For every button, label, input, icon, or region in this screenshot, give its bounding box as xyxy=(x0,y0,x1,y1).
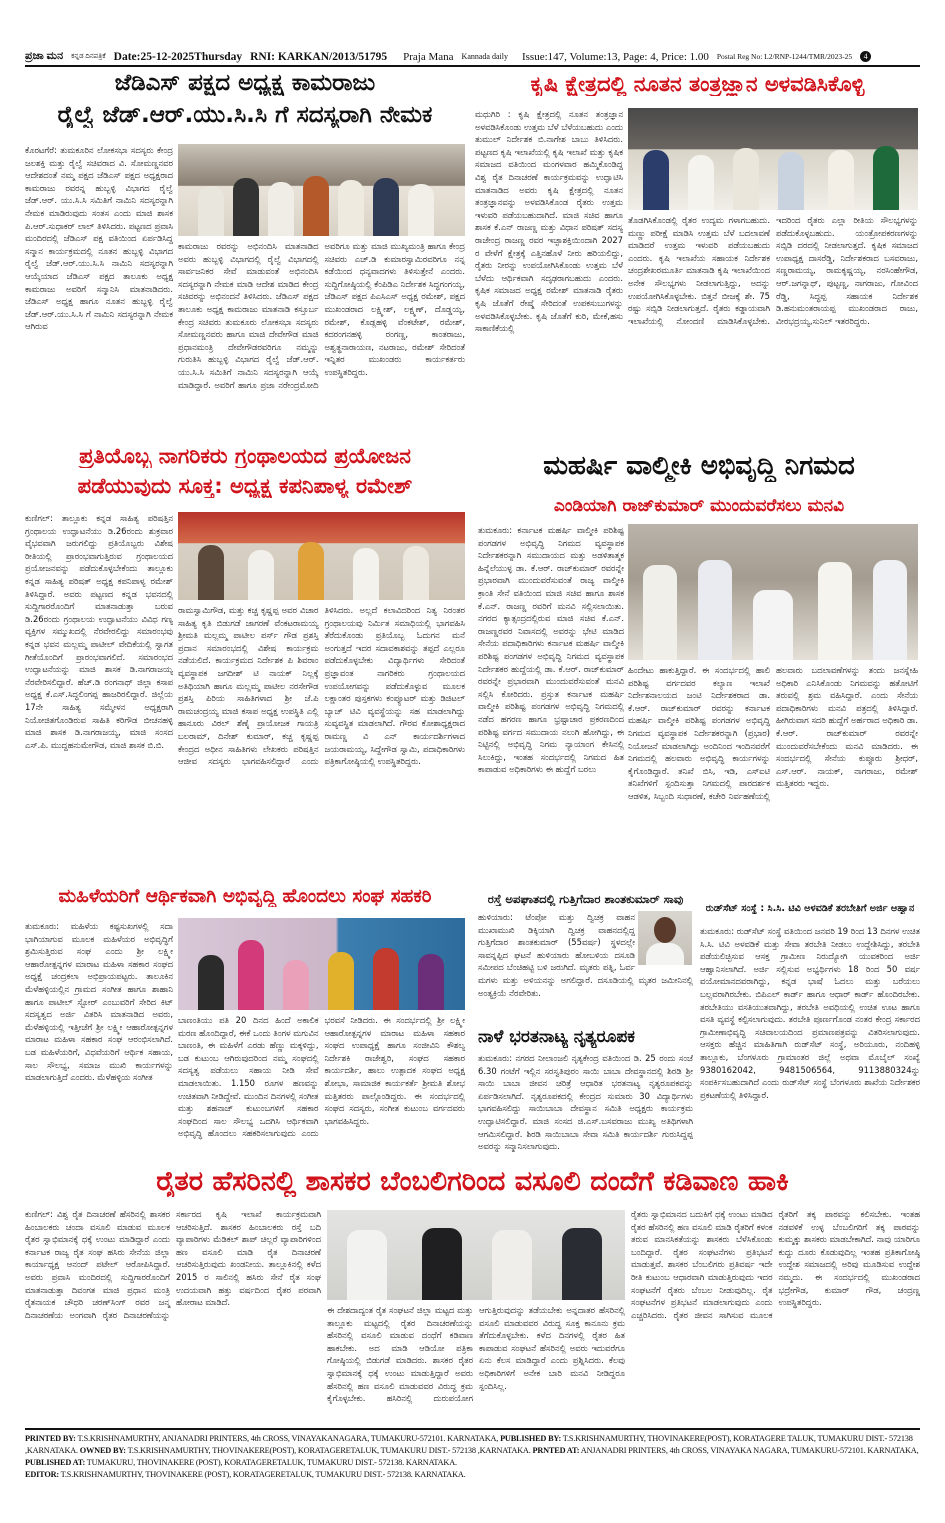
imprint-lines xyxy=(25,1433,920,1481)
imprint-text: T.S.KRISHNAMURTHY, THOVINAKERE(POST), KORATAGERE TALUK, TUMAKURU DIST.- 572138 ,KARNATAKA. xyxy=(25,1434,913,1455)
imprint-label: PUBLISHED AT: xyxy=(25,1458,86,1467)
article-body-side: ಕುಣಿಗಲ್: ತಾಲ್ಲೂಕು ಕನ್ನಡ ಸಾಹಿತ್ಯ ಪರಿಷತ್ತಿನ ಗ್ರಂಥಾಲಯ ಉದ್ಘಾಟನೆಯು ಡಿ.26ರಂದು ಶುಕ್ರವಾರ ವೈಭವವಾಗಿ ಜರುಗಲಿದ್ದು ಪ್ರತಿಯೊಬ್ಬರು ವಿಶೇಷ ರೀತಿಯಲ್ಲಿ ಪ್ರಾರಂಭವಾಗುತ್ತಿರುವ ಗ್ರಂಥಾಲಯದ ಪ್ರಯೋಜನವನ್ನು ಪಡೆದುಕೊಳ್ಳಬೇಕೆಂದು ತಾಲ್ಲೂಕು ಕನ್ನಡ ಸಾಹಿತ್ಯ ಪರಿಷತ್ ಅಧ್ಯಕ್ಷ ಕಪನಿಪಾಳ್ಯ ರಮೇಶ್ ತಿಳಿಸಿದ್ದಾರೆ. ಅವರು ಪಟ್ಟಣದ ಕನ್ನಡ ಭವನದಲ್ಲಿ ಸುದ್ದಿಗಾರರೊಂದಿಗೆ ಮಾತನಾಡುತ್ತಾ ಬರುವ ಡಿ.26ರಂದು ಗ್ರಂಥಾಲಯ ಉದ್ಘಾಟನೆಯು ವಿವಿಧ ಗಣ್ಯ ವ್ಯಕ್ತಿಗಳ ಸಮ್ಮುಖದಲ್ಲಿ ನೆರವೇರಲಿದ್ದು ಸಮಾರಂಭವು ಕನ್ನಡ ಭವನ ಮಲ್ಲಮ್ಮ ಪಾಟೀಲ್ ವೇದಿಕೆಯಲ್ಲಿ ಸ್ವಾಗತ ಗೀತೆಯೊಂದಿಗೆ ಪ್ರಾರಂಭವಾಗಲಿದೆ. ಸಮಾರಂಭದ ಉದ್ಘಾಟನೆಯನ್ನು ಮಾಜಿ ಶಾಸಕ ಡಿ.ನಾಗರಾಜಯ್ಯ ನೆರವೇರಿಸಲಿದ್ದಾರೆ. ಹೆಚ್.ಡಿ ರಂಗನಾಥ್ ಜಿಲ್ಲಾ ಕಸಾಪ ಅಧ್ಯಕ್ಷ ಕೆ.ಎಸ್.ಸಿದ್ಧಲಿಂಗಪ್ಪ ಹಾಜರಿರಲಿದ್ದಾರೆ. ಜಿಲ್ಲೆಯ 17ನೇ ಸಾಹಿತ್ಯ ಸಮ್ಮೇಳನ ಅಧ್ಯಕ್ಷರಾಗಿ ನಿಯೋಜಿತಗೊಂಡಿರುವ ಸಾಹಿತಿ ಕರಿಗೌಡ ಬೀಚನಹಳ್ಳಿ ಮಾಜಿ ಶಾಸಕ ಡಿ.ನಾಗರಾಜಯ್ಯ, ಮಾಜಿ ಸಂಸದ ಎಸ್.ಪಿ. ಮುದ್ದಹನುಮೇಗೌಡ, ಮಾಜಿ ಶಾಸಕ ಬಿ.ಬಿ. xyxy=(25,513,173,750)
article-accident xyxy=(478,893,693,1023)
article-body-side: ತುಮಕೂರು: ಕರ್ನಾಟಕ ಮಹರ್ಷಿ ವಾಲ್ಮೀಕಿ ಪರಿಶಿಷ್ಟ ಪಂಗಡಗಳ ಅಭಿವೃದ್ಧಿ ನಿಗಮದ ವ್ಯವಸ್ಥಾಪಕ ನಿರ್ದೇಶಕರನ್ನಾಗಿ ಸಮುದಾಯದ ಮತ್ತು ಅಡಳಿತಾತ್ಮಕ ಹಿನ್ನೆಲೆಯುಳ್ಳ ಡಾ. ಕೆ.ಆರ್. ರಾಜ್‌ಕುಮಾರ್ ರವರನ್ನೇ ಪ್ರಭಾರವಾಗಿ ಮುಂದುವರೆಸುವಂತೆ ರಾಜ್ಯ ವಾಲ್ಮೀಕಿ ಕ್ರಾಂತಿ ಸೇನೆ ವತಿಯಿಂದ ಮಾಜಿ ಸಚಿವ ಹಾಗೂ ಶಾಸಕ ಕೆ.ಎನ್. ರಾಜಣ್ಣ ರವರಿಗೆ ಮನವಿ ಸಲ್ಲಿಸಲಾಯಿತು. ನಗರದ ಕ್ಯಾತ್ಸಂದ್ರದಲ್ಲಿರುವ ಮಾಜಿ ಸಚಿವ ಕೆ.ಎನ್. ರಾಜಣ್ಣರವರ ನಿವಾಸದಲ್ಲಿ ಅವರನ್ನು ಭೇಟಿ ಮಾಡಿದ ಸೇನೆಯ ಪದಾಧಿಕಾರಿಗಳು ಕರ್ನಾಟಕ ಮಹರ್ಷಿ ವಾಲ್ಮೀಕಿ ಪರಿಶಿಷ್ಟ ಪಂಗಡಗಳ ಅಭಿವೃದ್ಧಿ ನಿಗಮದ ವ್ಯವಸ್ಥಾಪಕ ನಿರ್ದೇಶಕರ ಹುದ್ದೆಯಲ್ಲಿ ಡಾ. ಕೆ.ಆರ್. ರಾಜ್‌ಕುಮಾರ್ ರವರನ್ನೇ ಪ್ರಭಾರವಾಗಿ ಮುಂದುವರೆಸುವಂತೆ ಮನವಿ ಸಲ್ಲಿಸಿ ಕೋರಿದರು. ಪ್ರಸ್ತುತ ಕರ್ನಾಟಕ ಮಹರ್ಷಿ ವಾಲ್ಮೀಕಿ ಪರಿಶಿಷ್ಟ ಪಂಗಡಗಳ ಅಭಿವೃದ್ಧಿ ನಿಗಮದಲ್ಲಿ ನಡೆದ ಹಗರಣ ಹಾಗೂ ಭ್ರಷ್ಟಾಚಾರ ಪ್ರಕರಣದಿಂದ ಪರಿಶಿಷ್ಟ ವರ್ಗದ ಸಮುದಾಯ ನಲುಗಿ ಹೋಗಿದ್ದು, ಈ ನಿಟ್ಟಿನಲ್ಲಿ ಅಭಿವೃದ್ಧಿ ನಿಗಮ ನ್ಯಾಯಾಂಗ ಕೇಸಿನಲ್ಲಿ ಸಿಲುಕಿದ್ದು, ಇಂತಹ ಸಂದರ್ಭದಲ್ಲಿ ನಿಗಮದ ಹಿತ ಕಾಪಾಡುವ ಅಧಿಕಾರಿಗಳು ಈ ಹುದ್ದೆಗೆ ಬರಲು xyxy=(478,525,624,775)
tagline: ಕನ್ನಡ ದಿನಪತ್ರಿಕೆ xyxy=(71,52,106,60)
paper-subtitle: Kannada daily xyxy=(461,52,508,61)
issue-date: Date:25-12-2025Thursday xyxy=(113,50,243,63)
photo-jds-felicitation xyxy=(178,144,465,236)
imprint-text: ANJANADRI PRINTERS, 4th CROSS, VINAYAKA NAGARA, TUMAKURU-572101. KARNATAKA, xyxy=(579,1446,919,1455)
imprint-footer xyxy=(25,1428,920,1481)
page-number-badge: 4 xyxy=(860,51,871,62)
headline-line-2: ಪಡೆಯುವುದು ಸೂಕ್ತ: ಅಧ್ಯಕ್ಷ ಕಪನಿಪಾಳ್ಯ ರಮೇಶ್ xyxy=(77,474,413,498)
headline-line-2: ರೈಲ್ವೆ ಜೆಡ್.ಆರ್.ಯು.ಸಿ.ಸಿ ಗೆ ಸದಸ್ಯರಾಗಿ ನೇಮಕ xyxy=(57,102,433,128)
article-jds xyxy=(25,68,465,440)
subheadline: ಎಂಡಿಯಾಗಿ ರಾಜ್‌ಕುಮಾರ್ ಮುಂದುವರೆಸಲು ಮನವಿ xyxy=(553,497,845,516)
headline-line-1: ಜೆಡಿಎಸ್ ಪಕ್ಷದ ಅಧ್ಯಕ್ಷ ಕಾಮರಾಜು xyxy=(114,70,376,96)
newspaper-logo: ಪ್ರಜಾ ಮನ xyxy=(25,50,64,62)
article-rudset xyxy=(700,903,920,1162)
imprint-text: T.S.KRISHNAMURTHY, THOVINAKERE(POST), KORATAGERETALUK, TUMAKURU DIST.- 572138 ,KARNATAKA. xyxy=(125,1446,533,1455)
imprint-line xyxy=(25,1469,920,1481)
headline: ರಸ್ತೆ ಅಪಘಾತದಲ್ಲಿ ಗುತ್ತಿಗೆದಾರ ಶಾಂತಕುಮಾರ್ ಸಾವು xyxy=(487,893,684,906)
photo-memorandum xyxy=(628,524,918,660)
headline-line-1: ಪ್ರತಿಯೊಬ್ಬ ನಾಗರಿಕರು ಗ್ರಂಥಾಲಯದ ಪ್ರಯೋಜನ xyxy=(79,444,411,468)
headline: ಕೃಷಿ ಕ್ಷೇತ್ರದಲ್ಲಿ ನೂತನ ತಂತ್ರಜ್ಞಾನ ಅಳವಡಿಸಿಕೊಳ್ಳಿ xyxy=(530,72,865,96)
article-body-side: ತುಮಕೂರು: ಮಹಿಳೆಯ ಕಷ್ಟಸುಖಗಳಲ್ಲಿ ಸದಾ ಭಾಗಿಯಾಗುವ ಮೂಲಕ ಮಹಿಳೆಯರ ಅಭಿವೃದ್ಧಿಗೆ ಶ್ರಮಿಸುತ್ತಿರುವ ಸಂಘ ಎಂದು ಶ್ರೀ ಲಕ್ಷ್ಮೀ ಆಹಾರೋತ್ಪನ್ನಗಳ ಮಾರಾಟ ಮಹಿಳಾ ಸಹಕಾರ ಸಂಘದ ಅಧ್ಯಕ್ಷೆ ಚಂದ್ರಕಲಾ ಅಭಿಪ್ರಾಯಪಟ್ಟರು. ತಾಲೂಕಿನ ಮೆಳೆಹಳ್ಳಿಯಲ್ಲಿನ ಗ್ರಾಮದ ಸಂಗೀತ ಹಾಗೂ ಶಾಹಾನಿ ಹಾಗೂ ಪಾಟೀಲ್ ಸ್ಟೋರ್ ಎಂಬುವರಿಗೆ ಸೇರಿದ ಕಿಟ್ ಸದಸ್ಯತ್ವದ ಅರ್ಜಿ ವಿತರಿಸಿ ಮಾತನಾಡಿದ ಅವರು, ಮೆಳೆಹಳ್ಳಿಯಲ್ಲಿ ಇತ್ತೀಚೆಗೆ ಶ್ರೀ ಲಕ್ಷ್ಮೀ ಆಹಾರೋತ್ಪನ್ನಗಳ ಮಾರಾಟ ಮಹಿಳಾ ಸಹಕಾರ ಸಂಘ ಆರಂಭಿಸಲಾಗಿದೆ. ಬಡ ಮಹಿಳೆಯರಿಗೆ, ವಿಧವೆಯರಿಗೆ ಆರ್ಥಿಕ ಸಹಾಯ, ಸಾಲ ಸೌಲಭ್ಯ, ಸಮಾಜ ಮುಖಿ ಕಾರ್ಯಗಳನ್ನು ಮಾಡಲಾಗುತ್ತಿದೆ ಎಂದರು. ಮೆಳೆಹಳ್ಳಿಯ ಸಂಗೀತ xyxy=(25,921,173,1083)
headline: ಮಹಿಳೆಯರಿಗೆ ಆರ್ಥಿಕವಾಗಿ ಅಭಿವೃದ್ಧಿ ಹೊಂದಲು ಸಂಘ ಸಹಕರಿ xyxy=(58,886,432,907)
headline: ನಾಳೆ ಭರತನಾಟ್ಯ ನೃತ್ಯರೂಪಕ xyxy=(478,1028,635,1047)
imprint-text: T.S.KRISHNAMURTHY, ANJANADRI PRINTERS, 4th CROSS, VINAYAKANAGARA, TUMAKURU-572101. KARNATAKA, xyxy=(75,1434,501,1443)
article-body-columns: ಬಾಣಂತಿಯು ಪತಿ 20 ದಿನದ ಹಿಂದೆ ಅಕಾಲಿಕ ಮರಣ ಹೊಂದಿದ್ದಾರೆ, ಈಕೆ ಒಂದು ತಿಂಗಳ ಮಗುವಿನ ಬಾಣಂತಿ, ಈ ಮಹಿಳೆಗೆ ಎರಡು ಹೆಣ್ಣು ಮಕ್ಕಳಿದ್ದು, ಬಡ ಕುಟುಂಬ ಆಗಿರುವುದರಿಂದ ನಮ್ಮ ಸಂಘದಲ್ಲಿ ಸದಸ್ಯತ್ವ ಪಡೆಯಲು ಸಹಾಯ ನೀಡಿ ಸೇವೆ ಮಾಡಲಾಯಿತು. 1.150 ರೂಗಳ ಹಣವನ್ನು ಉಚಿತವಾಗಿ ನೀಡಿದ್ದೇವೆ. ಮುಂದಿನ ದಿನಗಳಲ್ಲಿ ಸಂಗೀತ ಮತ್ತು ಶಹನಾಜ್ ಕುಟುಂಬಗಳಿಗೆ ಸಹಕಾರ ಸಂಘದಿಂದ ಸಾಲ ಸೌಲಭ್ಯ ಒದಗಿಸಿ ಆರ್ಥಿಕವಾಗಿ ಅಭಿವೃದ್ಧಿ ಹೊಂದಲು ಸಹಕರಿಸಲಾಗುವುದು ಎಂದು ಭರವಸೆ ನೀಡಿದರು. ಈ ಸಂದರ್ಭದಲ್ಲಿ ಶ್ರೀ ಲಕ್ಷ್ಮೀ ಆಹಾರೋತ್ಪನ್ನಗಳ ಮಾರಾಟ ಮಹಿಳಾ ಸಹಕಾರ ಸಂಘದ ಉಪಾಧ್ಯಕ್ಷೆ ಹಾಗೂ ಸಂಜೀವಿನಿ ಕೌಶಲ್ಯ ನಿರ್ದೇಶಕಿ ರಾಜೇಶ್ವರಿ, ಸಂಘದ ಸಹಕಾರ ಕಾರ್ಯದರ್ಶಿ, ಹಾಲು ಉತ್ಪಾದಕ ಸಂಘದ ಅಧ್ಯಕ್ಷ ಶೋಭಾ, ಸಾಮಾಜಿಕ ಕಾರ್ಯಕರ್ತೆ ಶ್ರೀಮತಿ ಶೋಭ ಮತ್ತಿತರರು ಪಾಲ್ಗೊಂಡಿದ್ದರು. ಈ ಸಂದರ್ಭದಲ್ಲಿ ಸಂಘದ ಸದಸ್ಯರು, ಸಂಗೀತ ಕುಟುಂಬ ವರ್ಗದವರು ಭಾಗವಹಿಸಿದ್ದರು. xyxy=(178,1015,465,1139)
photo-press-meet xyxy=(178,512,465,600)
article-body xyxy=(478,911,693,1023)
article-bharatanatya xyxy=(478,1028,693,1162)
article-body-columns: ಹಿಂದೇಟು ಹಾಕುತ್ತಿದ್ದಾರೆ. ಈ ಸಂದರ್ಭದಲ್ಲಿ ಹಾಲಿ ಪರಿಶಿಷ್ಟ ವರ್ಗದವರ ಕಲ್ಯಾಣ ಇಲಾಖೆ ನಿರ್ದೇಶನಾಲಯದ ಜಂಟಿ ನಿರ್ದೇಶಕರಾದ ಡಾ. ಕೆ.ಆರ್. ರಾಜ್‌ಕುಮಾರ್ ರವರನ್ನು ಕರ್ನಾಟಕ ಮಹರ್ಷಿ ವಾಲ್ಮೀಕಿ ಪರಿಶಿಷ್ಟ ಪಂಗಡಗಳ ಅಭಿವೃದ್ಧಿ ನಿಗಮದ ವ್ಯವಸ್ಥಾಪಕ ನಿರ್ದೇಶಕರನ್ನಾಗಿ (ಪ್ರಭಾರ) ನಿಯೋಜನೆ ಮಾಡಲಾಗಿದ್ದು ಅಂದಿನಿಂದ ಇಂದಿನವರೆಗೆ ನಿಗಮದಲ್ಲಿ ಹಲವಾರು ಅಭಿವೃದ್ಧಿ ಕಾರ್ಯಗಳನ್ನು ಕೈಗೊಂಡಿದ್ದಾರೆ. ತನಿಖೆ ಬಿಸಿ, ಇಡಿ, ಎಸ್‌ಐಟಿ ತನಿಖೆಗಳಿಗೆ ಸ್ಪಂದಿಸುತ್ತಾ ನಿಗಮದಲ್ಲಿ ಪಾರದರ್ಶಕ ಆಡಳಿತ, ಸಿಬ್ಬಂದಿ ಸುಧಾರಣೆ, ಕಚೇರಿ ನಿರ್ವಹಣೆಯಲ್ಲಿ ಹಲವಾರು ಬದಲಾವಣೆಗಳನ್ನು ತಂದು ಜನಸ್ನೇಹಿ ಅಧಿಕಾರಿ ಎನಿಸಿಕೊಂಡು ನಿಗಮವನ್ನು ಹತೋಟಿಗೆ ತರುವಲ್ಲಿ ಶ್ರಮ ವಹಿಸಿದ್ದಾರೆ. ಎಂದು ಸೇನೆಯ ಪದಾಧಿಕಾರಿಗಳು ಮನವಿ ಪತ್ರದಲ್ಲಿ ತಿಳಿಸಿದ್ದಾರೆ. ಹೀಗಿರುವಾಗ ಸದರಿ ಹುದ್ದೆಗೆ ಅರ್ಹರಾದ ಅಧಿಕಾರಿ ಡಾ. ಕೆ.ಆರ್. ರಾಜ್‌ಕುಮಾರ್ ರವರನ್ನೇ ಮುಂದುವರೆಸಬೇಕೆಂದು ಮನವಿ ಮಾಡಿದರು. ಈ ಸಂದರ್ಭದಲ್ಲಿ ಸೇನೆಯ ಕುಪ್ಪೂರು ಶ್ರೀಧರ್, ಎಸ್.ಆರ್. ನಾಯಕ್, ನಾಗರಾಜು, ರಮೇಶ್ ಮತ್ತಿತರರು ಇದ್ದರು. xyxy=(628,665,918,801)
imprint-label: PRINTED BY: xyxy=(25,1434,76,1443)
imprint-label: PRNTED AT: xyxy=(532,1446,580,1455)
paper-name: Praja Mana xyxy=(403,50,454,63)
postal-reg: Postal Reg No: L2/RNP-1244/TMR/2023-25 xyxy=(716,52,853,61)
article-body: ತುಮಕೂರು: ರುಡ್‌ಸೆಟ್ ಸಂಸ್ಥೆ ವತಿಯಿಂದ ಜನವರಿ 19 ರಿಂದ 13 ದಿನಗಳ ಉಚಿತ ಸಿ.ಸಿ. ಟಿವಿ ಅಳವಡಿಕೆ ಮತ್ತು ಸೇವಾ ತರಬೇತಿ ನೀಡಲು ಉದ್ದೇಶಿಸಿದ್ದು, ತರಬೇತಿ ಪಡೆಯಲಿಚ್ಛಿಸುವ ಆಸಕ್ತ ಗ್ರಾಮೀಣ ನಿರುದ್ಯೋಗಿ ಯುವಕರಿಂದ ಅರ್ಜಿ ಆಹ್ವಾನಿಸಲಾಗಿದೆ. ಅರ್ಜಿ ಸಲ್ಲಿಸುವ ಅಭ್ಯರ್ಥಿಗಳು 18 ರಿಂದ 50 ವರ್ಷ ವಯೋಮಾನದವರಾಗಿದ್ದು, ಕನ್ನಡ ಭಾಷೆ ಓದಲು ಮತ್ತು ಬರೆಯಲು ಬಲ್ಲವರಾಗಿರಬೇಕು. ಬಿಪಿಎಲ್ ಕಾರ್ಡ್ ಹಾಗೂ ಆಧಾರ್ ಕಾರ್ಡ್ ಹೊಂದಿರಬೇಕು. ತರಬೇತಿಯು ವಸತಿಯುತವಾಗಿದ್ದು, ತರಬೇತಿ ಅವಧಿಯಲ್ಲಿ ಉಚಿತ ಊಟ ಹಾಗೂ ವಸತಿ ವ್ಯವಸ್ಥೆ ಕಲ್ಪಿಸಲಾಗುವುದು. ತರಬೇತಿ ಪೂರ್ಣಗೊಂಡ ನಂತರ ಕೇಂದ್ರ ಸರ್ಕಾರದ ಗ್ರಾಮೀಣಾಭಿವೃದ್ಧಿ ಸಚಿವಾಲಯದಿಂದ ಪ್ರಮಾಣಪತ್ರವನ್ನು ವಿತರಿಸಲಾಗುವುದು. ಆಸಕ್ತರು ಹೆಚ್ಚಿನ ಮಾಹಿತಿಗಾಗಿ ರುಡ್‌ಸೆಟ್ ಸಂಸ್ಥೆ, ಅರಿಯೂರು, ನಂದಿಹಳ್ಳಿ ತಾಲ್ಲೂಕು, ಬೆಂಗಳೂರು ಗ್ರಾಮಾಂತರ ಜಿಲ್ಲೆ ಅಥವಾ ಮೊಬೈಲ್ ಸಂಖ್ಯೆ 9380162042, 9481506564, 9113880324ನ್ನು ಸಂಪರ್ಕಿಸಬಹುದಾಗಿದೆ ಎಂದು ರುಡ್‌ಸೆಟ್ ಸಂಸ್ಥೆ ಬೆಂಗಳೂರು ಶಾಖೆಯ ನಿರ್ದೇಶಕರ ಪ್ರಕಟಣೆಯಲ್ಲಿ ತಿಳಿಸಿದ್ದಾರೆ. xyxy=(700,926,920,1100)
article-body-mid: ಈ ದೇಶದಾದ್ಯಂತ ರೈತ ಸಂಘಟನೆ ಜಿಲ್ಲಾ ಮಟ್ಟದ ಮತ್ತು ತಾಲ್ಲೂಕು ಮಟ್ಟದಲ್ಲಿ ರೈತರ ದಿನಾಚರಣೆಯನ್ನು ಹೆಸರಿನಲ್ಲಿ ವಸೂಲಿ ಮಾಡುವ ದಂಧೆಗೆ ಕಡಿವಾಣ ಹಾಕಬೇಕು. ಅದ ಮಾಡಿ ಆಡಿಯೋ ಪತ್ರಿಕಾ ಗೋಷ್ಠಿಯಲ್ಲಿ ಬಿಡುಗಡೆ ಮಾಡಿದರು. ಶಾಸಕರ ರೈತರ ಸ್ವಾಭಿಮಾನಕ್ಕೆ ಧಕ್ಕೆ ಉಂಟು ಮಾಡುತ್ತಿದ್ದಾರೆ ಅವರು ಹೆಸರಿನಲ್ಲಿ ಹಣ ವಸೂಲಿ ಮಾಡುವವರ ವಿರುದ್ಧ ಕ್ರಮ ಕೈಗೊಳ್ಳಬೇಕು. ಹಸಿರಿನಲ್ಲಿ ದುರುಪಯೋಗ ಆಗುತ್ತಿರುವುದನ್ನು ತಡೆಯಬೇಕು ಅನ್ನದಾತರ ಹೆಸರಿನಲ್ಲಿ ವಸೂಲಿ ಮಾಡುವವರ ವಿರುದ್ಧ ಸೂಕ್ತ ಕಾನೂನು ಕ್ರಮ ತೆಗೆದುಕೊಳ್ಳಬೇಕು. ಕಳೆದ ದಿನಗಳಲ್ಲಿ ರೈತರ ಹಿತ ಕಾಪಾಡುವ ಸಂಘಟನೆ ಹೆಸರಿನಲ್ಲಿ ಅವರು ಇದುವರೆಗೂ ಏನು ಕೆಲಸ ಮಾಡಿದ್ದಾರೆ ಎಂದು ಪ್ರಶ್ನಿಸಿದರು. ಕೆಲವು ಅಧಿಕಾರಿಗಳಿಗೆ ಅನೇಕ ಬಾರಿ ಮನವಿ ನೀಡಿದ್ದರೂ ಸ್ಪಂದಿಸಿಲ್ಲ. xyxy=(327,1305,625,1404)
imprint-line xyxy=(25,1433,920,1469)
imprint-label: EDITOR: xyxy=(25,1470,59,1479)
article-body-text: ಹುಳಿಯಾರು: ಟೆಂಪೋ ಮತ್ತು ದ್ವಿಚಕ್ರ ವಾಹನ ಮುಖಾಮುಖಿ ಡಿಕ್ಕಿಯಾಗಿ ದ್ವಿಚಕ್ರ ವಾಹನದಲ್ಲಿದ್ದ ಗುತ್ತಿಗೆದಾರ ಶಾಂತಕುಮಾರ್ (55ವರ್ಷ) ಸ್ಥಳದಲ್ಲೇ ಸಾವನ್ನಪ್ಪಿದ ಘಟನೆ ಹುಳಿಯಾರು ಹೋಬಳಿಯ ದಸೂಡಿ ಸಮೀಪದ ಬೆಂಚಿಹಟ್ಟಿ ಬಳಿ ಜರುಗಿದೆ. ಮೃತರು ಪತ್ನಿ, ಓರ್ವ ಮಗಳು ಮತ್ತು ಅಳಿಯನನ್ನು ಅಗಲಿದ್ದಾರೆ. ದಸೂಡಿಯಲ್ಲಿ ಮೃತರ ಜಮೀನಿನಲ್ಲಿ ಅಂತ್ಯಕ್ರಿಯೆ ನೆರವೇರಿತು. xyxy=(478,912,693,998)
article-mahila xyxy=(25,886,465,1162)
article-body-right: ರೈತರು ಸ್ವಾಭಿಮಾನದ ಬದುಕಿಗೆ ಧಕ್ಕೆ ಉಂಟು ಮಾಡಿದ ರೈತರ ಹೆಸರಿನಲ್ಲಿ ಹಣ ವಸೂಲಿ ಮಾಡಿ ರೈತರಿಗೆ ಕಳಂಕ ತರುವ ಮಾನಸಿಕತೆಯನ್ನು ಶಾಸಕರು ಬೆಳೆಸಿಕೊಂಡು ಬಂದಿದ್ದಾರೆ. ರೈತರ ಸಂಘಟನೆಗಳು ಪ್ರತಿಭಟನೆ ಮಾಡುತ್ತವೆ. ಶಾಸಕರ ಬೆಂಬಲಿಗರು ಪ್ರತಿವರ್ಷ ಇದೇ ರೀತಿ ಕುಟುಂಬ ಆಧಾರವಾಗಿ ಮಾಡುತ್ತಿರುವುದು ಇದರ ಸಂಘಟನೆಗೆ ರೈತರು ಬೆಂಬಲ ನೀಡುವುದಿಲ್ಲ. ರೈತ ಸಂಘಟನೆಗಳ ಪ್ರತಿಭಟನೆ ಮಾಡಲಾಗುವುದು ಎಂದು ಎಚ್ಚರಿಸಿದರು. ರೈತರ ಜೀವನ ಸಾಗಿಸುವ ಮೂಲಕ ರೈತರಿಗೆ ತಕ್ಕ ಪಾಠವನ್ನು ಕಲಿಸಬೇಕು. ಇಂತಹ ನಡವಳಿಕೆ ಉಳ್ಳ ಬೆಂಬಲಿಗರಿಗೆ ತಕ್ಕ ಪಾಠವನ್ನು ಕುಮ್ಮಕ್ಕು ಶಾಸಕರು ಮಾಡಬೇಕಾಗಿದೆ. ನಾವು ಯಾರಿಗೂ ಕುದ್ದು ದೂರು ಕೊಡುವುದಿಲ್ಲ ಇಂತಹ ಪ್ರತಿಕಾಗೋಷ್ಠಿ ಉದ್ದೇಶ ಸಮಾಜದಲ್ಲಿ ಅರಿವು ಮೂಡಿಸುವ ಉದ್ದೇಶ ನಮ್ಮದು. ಈ ಸಂದರ್ಭದಲ್ಲಿ ಮುಖಂಡರಾದ ಭದ್ರೇಗೌಡ, ಕುಮಾರ್ ಗೌಡ, ಚಂದ್ರಣ್ಣ ಉಪಸ್ಥಿತರಿದ್ದರು. xyxy=(631,1209,920,1320)
article-body-columns: ರಾಮಸ್ವಾಮಿಗೌಡ, ಮತ್ತು ಕಚ್ಚ ಕೃಷ್ಣಪ್ಪ ಅವರ ವಿಚಾರ ಸಾಹಿತ್ಯ ಕೃತಿ ಬಿಡುಗಡೆ ಜಾಗರಣೆ ವೆಂಕಟರಾಮಯ್ಯ ಶ್ರೀಮತಿ ಮಲ್ಲಮ್ಮ ಪಾಟೀಲ ಪರ್ಸ್ ಗೌಡ ಪ್ರಶಸ್ತಿ ಪ್ರದಾನ ಸಮಾರಂಭದಲ್ಲಿ ವಿಶೇಷ ಕಾರ್ಯಕ್ರಮ ನಡೆಯಲಿದೆ. ಕಾರ್ಯಕ್ರಮದ ನಿರ್ದೇಶಕ ಪಿ ಶಿವರಾಂ ವ್ಯವಸ್ಥಾಪಕ ಜಗದೀಶ್ ಟಿ ನಾಯಕ್ ನಿಲ್ಲಕ್ಕೆ ಅತಿಥಿಯಾಗಿ ಹಾಗೂ ಮಲ್ಲಮ್ಮ ಪಾಟೀಲ ನರಸೇಗೌಡ ಪ್ರಶಸ್ತಿ ಪಿರಿಯ ಸಾಹಿತಿಗಳಾದ ಶ್ರೀ ಜೆ.ಪಿ ರಾಮಚಂದ್ರಯ್ಯ ಮಾಜಿ ಕಸಾಪ ಅಧ್ಯಕ್ಷ ಉಪಸ್ಥಿತಿ ಎಲ್ಲಿ ಹಾನೂರು ವಿಠಲ್ ಶೆಣೈ ಪ್ರಾಯೋಜಕ ಗಾಯತ್ರಿ ಬಲರಾಮ್, ದಿನೇಶ್ ಕುಮಾರ್, ಕಚ್ಚ ಕೃಷ್ಣಪ್ಪ ಕೇಂದ್ರದ ಅಧೀನ ಸಾಹಿತಿಗಳು ಲೇಖಕರು ಪರಿಷತ್ತಿನ ಆಜೀವ ಸದಸ್ಯರು ಭಾಗವಹಿಸಲಿದ್ದಾರೆ ಎಂದು ತಿಳಿಸಿದರು. ಅಲ್ಲದೆ ಕಲಾವಿದರಿಂದ ನಿತ್ಯ ನಿರಂತರ ಗ್ರಂಥಾಲಯವು ನಿರ್ಮಿತ ಸಮಾಧಿಯಲ್ಲಿ ಭಾಗವಹಿಸಿ ತೆರೆದುಕೊಂಡು ಪ್ರತಿಯೊಬ್ಬ ಓದುಗನ ಮನೆ ಅಂಗುತ್ತದೆ ಇದರ ಸದಾವಕಾಶವನ್ನು ತಪ್ಪದೆ ಎಲ್ಲರೂ ಪಡೆದುಕೊಳ್ಳಬೇಕು ವಿದ್ಯಾರ್ಥಿಗಳು ಸೇರಿದಂತೆ ಪ್ರಜ್ಞಾವಂತ ನಾಗರಿಕರು ಗ್ರಂಥಾಲಯದ ಉಪಯೋಗವನ್ನು ಪಡೆದುಕೊಳ್ಳುವ ಮೂಲಕ ಲಕ್ಷಾಂತರ ಪುಸ್ತಕಗಳು ಕಂಪ್ಯೂಟರ್ ಮತ್ತು ಡಿಜಿಟಲ್ ಬ್ಯಾಚ್ ಟಿವಿ ವ್ಯವಸ್ಥೆಯನ್ನು ಸಹ ಮಾಡಲಾಗಿದ್ದು ಸುವ್ಯವಸ್ಥಿತ ಮಾಡಲಾಗಿದೆ. ಗೌರವ ಕೋಶಾಧ್ಯಕ್ಷರಾದ ರಾಮಣ್ಣ ವಿ ಎನ್ ಕಾರ್ಯದರ್ಶಿಗಳಾದ ಜಯರಾಮಯ್ಯ, ಸಿದ್ದೇಗೌಡ ಸ್ವಾಮಿ, ಪದಾಧಿಕಾರಿಗಳು ಪತ್ರಿಕಾಗೋಷ್ಠಿಯಲ್ಲಿ ಉಪಸ್ಥಿತರಿದ್ದರು. xyxy=(178,605,465,767)
article-valmiki xyxy=(478,452,920,882)
headline: ಮಹರ್ಷಿ ವಾಲ್ಮೀಕಿ ಅಭಿವೃದ್ಧಿ ನಿಗಮದ xyxy=(543,452,855,481)
photo-women-group xyxy=(178,918,465,1010)
masthead xyxy=(25,48,920,67)
article-body-side: ಕೊರಟಗೆರೆ: ತುಮಕೂರಿನ ಲೋಕಸಭಾ ಸದಸ್ಯರು ಕೇಂದ್ರ ಜಲಶಕ್ತಿ ಮತ್ತು ರೈಲ್ವೆ ಸಚಿವರಾದ ವಿ. ಸೋಮಣ್ಣನವರ ಆದೇಶದಂತೆ ನಮ್ಮ ಪಕ್ಷದ ಜೆಡಿಎಸ್ ಪಕ್ಷದ ಅಧ್ಯಕ್ಷರಾದ ಕಾಮರಾಜು ರವರನ್ನ ಹುಬ್ಬಳ್ಳಿ ವಿಭಾಗದ ರೈಲ್ವೆ ಜೆಡ್.ಆರ್. ಯು.ಸಿ.ಸಿ ಸಮಿತಿಗೆ ನಾಮಿನಿ ಸದಸ್ಯರನ್ನಾಗಿ ನೇಮಕ ಮಾಡಿರುವುದು ಸಂತಸ ಎಂದು ಮಾಜಿ ಶಾಸಕ ಪಿ.ಆರ್.ಸುಧಾಕರ್ ಲಾಲ್ ತಿಳಿಸಿದರು. ಪಟ್ಟಣದ ಪ್ರವಾಸಿ ಮಂದಿರದಲ್ಲಿ ಜೆಡಿಎಸ್ ಪಕ್ಷ ವತಿಯಿಂದ ಏರ್ಪಡಿಸಿದ್ದ ಸನ್ಮಾನ ಕಾರ್ಯಕ್ರಮದಲ್ಲಿ ನೂತನ ಹುಬ್ಬಳ್ಳಿ ವಿಭಾಗದ ರೈಲ್ವೆ ಜೆಡ್.ಆರ್.ಯು.ಸಿ.ಸಿ ನಾಮಿನಿ ಸದಸ್ಯರನ್ನಾಗಿ ಆಯ್ಕೆಯಾದ ಜೆಡಿಎಸ್ ಪಕ್ಷದ ತಾಲೂಕು ಅಧ್ಯಕ್ಷ ಕಾಮರಾಜು ಅವರಿಗೆ ಸನ್ಮಾನಿಸಿ ಮಾತನಾಡಿದರು. ಜೆಡಿಎಸ್ ಅಧ್ಯಕ್ಷ ಹಾಗೂ ನೂತನ ಹುಬ್ಬಳ್ಳಿ ರೈಲ್ವೆ ಜೆಡ್.ಆರ್.ಯು.ಸಿ.ಸಿ ಗೆ ನಾಮಿನಿ ಸದಸ್ಯರನ್ನಾಗಿ ನೇಮಕ ಆಗಿರುವ xyxy=(25,145,173,332)
imprint-label: PUBLISHED BY: xyxy=(500,1434,562,1443)
headline: ರುಡ್‌ಸೆಟ್ ಸಂಸ್ಥೆ : ಸಿ.ಸಿ. ಟಿವಿ ಅಳವಡಿಕೆ ತರಬೇತಿಗೆ ಅರ್ಜಿ ಆಹ್ವಾನ xyxy=(705,903,915,914)
article-body-columns: ಕಾಮರಾಜು ರವರನ್ನು ಅಭಿನಂದಿಸಿ ಮಾತನಾಡಿದ ಅವರು ಹುಬ್ಬಳ್ಳಿ ವಿಭಾಗದಲ್ಲಿ ರೈಲ್ವೆ ವಿಭಾಗದಲ್ಲಿ ಸಾರ್ವಜನಿಕರ ಸೇವೆ ಮಾಡುವಂತೆ ಅಭಿನಂದಿಸಿ ಸದಸ್ಯರನ್ನಾಗಿ ನೇಮಕ ಮಾಡಿ ಆದೇಶ ಮಾಡಿದ ಕೇಂದ್ರ ಸಚಿವರನ್ನು ಅಭಿನಂದನೆ ತಿಳಿಸಿದರು. ಜೆಡಿಎಸ್ ಪಕ್ಷದ ತಾಲೂಕು ಅಧ್ಯಕ್ಷ ಕಾಮರಾಜು ಮಾತನಾಡಿ ಕಸ್ತೂರ್ಬ ಕೇಂದ್ರ ಸಚಿವರು ತುಮಕೂರು ಲೋಕಸಭಾ ಸದಸ್ಯರು ಸೋಮಣ್ಣನವರು ಹಾಗೂ ಮಾಜಿ ದೇವೇಗೌಡ ಮಾಜಿ ಪ್ರಧಾನಮಂತ್ರಿ ದೇವೇಗೌಡರವರಿಗೂ ನಮ್ಮನ್ನು ಗುರುತಿಸಿ ಹುಬ್ಬಳ್ಳಿ ವಿಭಾಗದ ರೈಲ್ವೆ ಜೆಡ್.ಆರ್. ಯು.ಸಿ.ಸಿ ಸಮಿತಿಗೆ ನಾಮಿನಿ ಸದಸ್ಯರನ್ನಾಗಿ ಆಯ್ಕೆ ಮಾಡಿದ್ದಾರೆ. ಅವರಿಗೆ ಹಾಗೂ ಪ್ರಜಾ ನರೇಂದ್ರಮೋದಿ ಅವರಿಗೂ ಮತ್ತು ಮಾಜಿ ಮುಖ್ಯಮಂತ್ರಿ ಹಾಗೂ ಕೇಂದ್ರ ಸಚಿವರು ಎಚ್.ಡಿ ಕುಮಾರಸ್ವಾಮಿರವರಿಗೂ ನನ್ನ ಕಡೆಯಿಂದ ಧನ್ಯವಾದಗಳು ತಿಳಿಸುತ್ತೇನೆ ಎಂದರು. ಸುದ್ದಿಗೋಷ್ಠಿಯಲ್ಲಿ ಕೆಂಪಿಡಿಎ ನಿರ್ದೇಶಕ ಸಿದ್ಧಗಂಗಯ್ಯ, ಜೆಡಿಎಸ್ ಪಕ್ಷದ ಪಿಎಸಿಎಸ್ ಅಧ್ಯಕ್ಷ ರಮೇಶ್, ಪಕ್ಷದ ಮುಖಂಡರಾದ ಲಕ್ಷ್ಮೀಶ್, ಲಕ್ಷ್ಮಣ್, ದೊಡ್ಡಯ್ಯ, ರಮೇಶ್, ಕೊಡ್ಲಹಳ್ಳಿ ವೆಂಕಟೇಶ್, ರಮೇಶ್, ಕದರಂಗನಹಳ್ಳಿ ರಂಗಣ್ಣ, ಕಾಂತರಾಜು, ಅಶ್ವತ್ಥನಾರಾಯಣ, ನಟರಾಜು, ರಮೇಶ್ ಸೇರಿದಂತೆ ಇನ್ನಿತರ ಮುಖಂಡರು ಕಾರ್ಯಕರ್ತರು ಉಪಸ್ಥಿತರಿದ್ದರು. xyxy=(178,241,465,390)
article-body-left: ಕುಣಿಗಲ್: ವಿಶ್ವ ರೈತ ದಿನಾಚರಣೆ ಹೆಸರಿನಲ್ಲಿ ಶಾಸಕರ ಹಿಂಬಾಲಕರು ಚಂದಾ ವಸೂಲಿ ಮಾಡುವ ಮೂಲಕ ರೈತರ ಸ್ವಾಭಿಮಾನಕ್ಕೆ ಧಕ್ಕೆ ಉಂಟು ಮಾಡಿದ್ದಾರೆ ಎಂದು ಕರ್ನಾಟಕ ರಾಜ್ಯ ರೈತ ಸಂಘ ಹಸಿರು ಸೇನೆಯ ಜಿಲ್ಲಾ ಕಾರ್ಯಾಧ್ಯಕ್ಷ ಆನಂದ್ ಪಟೇಲ್ ಆರೋಪಿಸಿದ್ದಾರೆ. ಅವರು ಪ್ರವಾಸಿ ಮಂದಿರದಲ್ಲಿ ಸುದ್ದಿಗಾರರೊಂದಿಗೆ ಮಾತನಾಡುತ್ತಾ ದಿವಂಗತ ಮಾಜಿ ಪ್ರಧಾನ ಮಂತ್ರಿ ರೈತನಾಯಕ ಚೌಧರಿ ಚರಣ್‌ಸಿಂಗ್ ರವರ ಜನ್ಮ ದಿನಾಚರಣೆಯ ಅಂಗವಾಗಿ ರೈತರ ದಿನಾಚರಣೆಯನ್ನು ಸರ್ಕಾರದ ಕೃಷಿ ಇಲಾಖೆ ಕಾರ್ಯಕ್ರಮವಾಗಿ ಆಚರಿಸುತ್ತಿದೆ. ಶಾಸಕರ ಹಿಂಬಾಲಕರು ರಸ್ತೆ ಬದಿ ವ್ಯಾಪಾರಿಗಳು ಮೆಡಿಕಲ್ ಶಾಪ್ ಚಿಲ್ಲರೆ ವ್ಯಾಪಾರಿಗಳಿಂದ ಹಣ ವಸೂಲಿ ಮಾಡಿ ರೈತ ದಿನಾಚರಣೆ ಆಚರಿಸುತ್ತಿರುವುದು ಖಂಡನೀಯ. ತಾಲ್ಲೂಕಿನಲ್ಲಿ ಕಳೆದ 2015 ರ ಸಾಲಿನಲ್ಲಿ ಹಸಿರು ಸೇನೆ ರೈತ ಸಂಘ ಉದಯವಾಗಿ ಹತ್ತು ವರ್ಷದಿಂದ ರೈತರ ಪರವಾಗಿ ಹೋರಾಟ ಮಾಡಿದೆ. xyxy=(25,1209,321,1320)
photo-spacer xyxy=(635,911,693,967)
article-body-side: ಮಧುಗಿರಿ : ಕೃಷಿ ಕ್ಷೇತ್ರದಲ್ಲಿ ನೂತನ ತಂತ್ರಜ್ಞಾನ ಅಳವಡಿಸಿಕೊಂಡು ಉತ್ತಮ ಬೆಳೆ ಬೆಳೆಯಬಹುದು ಎಂದು ತುಮುಲ್ ನಿರ್ದೇಶಕ ಬಿ.ನಾಗೇಶ ಬಾಬು ತಿಳಿಸಿದರು. ಪಟ್ಟಣದ ಕೃಷಿ ಇಲಾಖೆಯಲ್ಲಿ ಕೃಷಿ ಇಲಾಖೆ ಮತ್ತು ಕೃಷಿಕ ಸಮಾಜದ ವತಿಯಿಂದ ಮಂಗಳವಾರ ಹಮ್ಮಿಕೊಂಡಿದ್ದ ವಿಶ್ವ ರೈತ ದಿನಾಚರಣೆ ಕಾರ್ಯಕ್ರಮವನ್ನು ಉದ್ಘಾಟಿಸಿ ಮಾತನಾಡಿದ ಅವರು ಕೃಷಿ ಕ್ಷೇತ್ರದಲ್ಲಿ ನೂತನ ತಂತ್ರಜ್ಞಾನವನ್ನು ಅಳವಡಿಸಿಕೊಂಡ ರೈತರು ಉತ್ತಮ ಇಳುವರಿ ಪಡೆಯಬಹುದಾಗಿದೆ. ಮಾಜಿ ಸಚಿವ ಹಾಗೂ ಶಾಸಕ ಕೆ.ಎನ್ ರಾಜಣ್ಣ ಮತ್ತು ವಿಧಾನ ಪರಿಷತ್ ಸದಸ್ಯ ರಾಜೇಂದ್ರ ರಾಜಣ್ಣ ರವರ ಇಚ್ಛಾಶಕ್ತಿಯಿಂದಾಗಿ 2027 ರ ವೇಳೆಗೆ ಕ್ಷೇತ್ರಕ್ಕೆ ಎತ್ತಿನಹೊಳೆ ನೀರು ಹರಿಯಲಿದ್ದು, ರೈತರು ನೀರನ್ನು ಉಪಯೋಗಿಸಿಕೊಂಡು ಉತ್ತಮ ಬೆಳೆ ಬೆಳೆದು ಆರ್ಥಿಕವಾಗಿ ಸದೃಢರಾಗಬಹುದು ಎಂದರು. ಕೃಷಿಕ ಸಮಾಜದ ಅಧ್ಯಕ್ಷ ರಮೇಶ್ ಮಾತನಾಡಿ ರೈತರು ಕೃಷಿ ಜೊತೆಗೆ ರೇಷ್ಮೆ ಸೇರಿದಂತೆ ಉಪಕಸುಬುಗಳನ್ನು ಅಳವಡಿಸಿಕೊಳ್ಳಬೇಕು. ಕೃಷಿ ಜೊತೆಗೆ ಕುರಿ, ಮೇಕೆ,ಹಸು ಸಾಕಾಣಿಕೆಯಲ್ಲಿ xyxy=(475,109,623,334)
imprint-label: OWNED BY: xyxy=(79,1446,126,1455)
headline: ರೈತರ ಹೆಸರಿನಲ್ಲಿ ಶಾಸಕರ ಬೆಂಬಲಿಗರಿಂದ ವಸೂಲಿ ದಂದೆಗೆ ಕಡಿವಾಣ ಹಾಕಿ xyxy=(156,1166,789,1197)
photo-krishi-event xyxy=(628,108,918,210)
imprint-text: TUMAKURU, THOVINAKERE (POST), KORATAGERETALUK, TUMAKURU DIST.- 572138. KARNATAKA. xyxy=(85,1458,457,1467)
rni-number: RNI: KARKAN/2013/51795 xyxy=(250,50,388,63)
issue-info: Issue:147, Volume:13, Page: 4, Price: 1.00 xyxy=(521,50,709,63)
article-body: ತುಮಕೂರು: ನಗರದ ನೀಲಾಂಜಲಿ ನೃತ್ಯಕೇಂದ್ರ ವತಿಯಿಂದ ಡಿ. 25 ರಂದು ಸಂಜೆ 6.30 ಗಂಟೆಗೆ ಇಲ್ಲಿನ ಸರಸ್ವತಿಪುರಂ ಸಾಯಿ ಬಾಬಾ ದೇವಸ್ಥಾನದಲ್ಲಿ ಶಿರಡಿ ಶ್ರೀ ಸಾಯಿ ಬಾಬಾ ಜೀವನ ಚರಿತ್ರೆ ಆಧಾರಿತ ಭರತನಾಟ್ಯ ನೃತ್ಯರೂಪಕವನ್ನು ಏರ್ಪಡಿಸಲಾಗಿದೆ. ನೃತ್ಯರೂಪಕದಲ್ಲಿ ಕೇಂದ್ರದ ಸುಮಾರು 30 ವಿದ್ಯಾರ್ಥಿಗಳು ಭಾಗವಹಿಸಲಿದ್ದು ಸಾಯಿಬಾಬಾ ದೇವಸ್ಥಾನ ಸಮಿತಿ ಅಧ್ಯಕ್ಷರು ಕಾರ್ಯಕ್ರಮ ಉದ್ಘಾಟಿಸಲಿದ್ದಾರೆ. ಮಾಜಿ ಸಂಸದ ಜಿ.ಎಸ್.ಬಸವರಾಜು ಮುಖ್ಯ ಅತಿಥಿಗಳಾಗಿ ಆಗಮಿಸಲಿದ್ದಾರೆ. ಶಿರಡಿ ಸಾಯಿಬಾಬಾ ಸೇವಾ ಸಮಿತಿ ಕಾರ್ಯದರ್ಶಿ ಗುರುಸಿದ್ದಪ್ಪ ಅವರನ್ನು ಸನ್ಮಾನಿಸಲಾಗುವುದು. xyxy=(478,1053,693,1152)
article-body-columns: ತೊಡಗಿಸಿಕೊಂಡಲ್ಲಿ ರೈತರ ಉದ್ಯಮ ಗಳಾಗಬಹುದು. ಮಣ್ಣು ಪರೀಕ್ಷೆ ಮಾಡಿಸಿ ಉತ್ತಮ ಬೆಳೆ ಬದಲಾವಣೆ ಮಾಡಿದರೆ ಉತ್ತಮ ಇಳುವರಿ ಪಡೆಯಬಹುದು ಎಂದರು. ಕೃಷಿ ಇಲಾಖೆಯ ಸಹಾಯಕ ನಿರ್ದೇಶಕ ಚಂದ್ರಶೇಖರಮೂರ್ತಿ ಮಾತನಾಡಿ ಕೃಷಿ ಇಲಾಖೆಯಿಂದ ಅನೇಕ ಸೌಲಭ್ಯಗಳು ನೀಡಲಾಗುತ್ತಿದ್ದು, ಅದನ್ನು ಉಪಯೋಗಿಸಿಕೊಳ್ಳಬೇಕು. ಬಿತ್ತನೆ ಬೀಜಕ್ಕೆ ಶೇ. 75 ರಷ್ಟು ಸಬ್ಸಿಡಿ ನೀಡಲಾಗುತ್ತದೆ. ರೈತರು ಕಡ್ಡಾಯವಾಗಿ ಇಲಾಖೆಯಲ್ಲಿ ನೋಂದಣಿ ಮಾಡಿಸಿಕೊಳ್ಳಬೇಕು. ಇದರಿಂದ ರೈತರು ಎಲ್ಲಾ ರೀತಿಯ ಸೌಲಭ್ಯಗಳನ್ನು ಪಡೆದುಕೊಳ್ಳಬಹುದು. ಯಂತ್ರೋಪಕರಣಗಳನ್ನು ಸಬ್ಸಿಡಿ ದರದಲ್ಲಿ ನೀಡಲಾಗುತ್ತದೆ. ಕೃಷಿಕ ಸಮಾಜದ ಉಪಾಧ್ಯಕ್ಷ ದಾಸರೆಡ್ಡಿ, ನಿರ್ದೇಶಕರಾದ ಬಸವರಾಜು, ಸಣ್ಣರಾಮಯ್ಯ, ರಾಮಕೃಷ್ಣಯ್ಯ, ನರಸಿಂಹೇಗೌಡ, ಆರ್.ಜಗನ್ನಾಥ್, ಪುಟ್ಟಣ್ಣ, ನಾಗರಾಜು, ಗೋವಿಂದ ರೆಡ್ಡಿ, ಸಿದ್ಧಪ್ಪ ಸಹಾಯಕ ನಿರ್ದೇಶಕ ಡಿ.ಹನುಮಂತರಾಯಪ್ಪ ಮುಖಂಡರಾದ ರಾಜು, ವೀರಭದ್ರಯ್ಯ,ಸುನಿಲ್ ಇತರರಿದ್ದರು. xyxy=(628,215,918,326)
article-raitara xyxy=(25,1166,920,1426)
photo-raita-sangha xyxy=(327,1210,625,1300)
article-krishi xyxy=(475,68,920,440)
imprint-text: T.S.KRISHNAMURTHY, THOVINAKERE (POST), KORATAGERETALUK, TUMAKURU DIST.- 572138. KARNATAKA. xyxy=(58,1470,466,1479)
article-granthalaya xyxy=(25,444,465,882)
